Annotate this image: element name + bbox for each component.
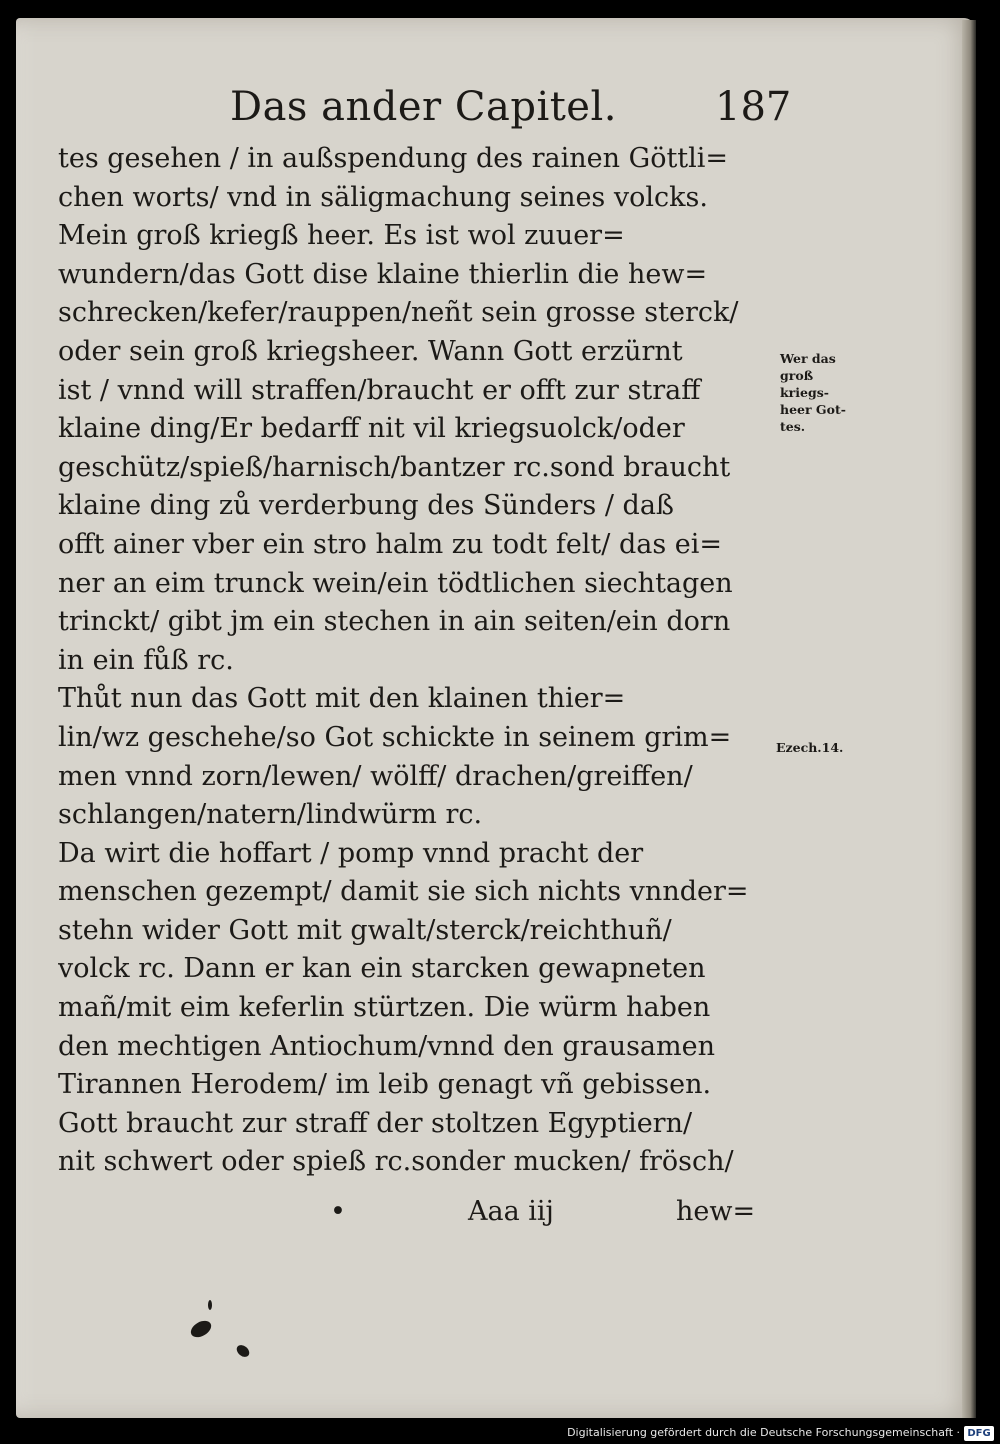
margin-note-text: Wer das — [780, 351, 836, 366]
text-line: nit schwert oder spieß rc.sonder mucken/ frösch/ — [58, 1146, 734, 1178]
text-line: ner an eim trunck wein/ein tödtlichen siechtagen — [58, 567, 733, 599]
margin-note-text: tes. — [780, 419, 806, 434]
text-line: Tirannen Herodem/ im leib genagt vñ gebissen. — [58, 1069, 712, 1101]
margin-note-2 — [776, 739, 843, 756]
text-line: tes gesehen / in außspendung des rainen Göttli= — [58, 143, 729, 174]
text-line: trinckt/ gibt jm ein stechen in ain seiten/ein dorn — [58, 606, 731, 638]
text-line: Da wirt die hoffart / pomp vnnd pracht der — [58, 837, 644, 869]
text-line: menschen gezempt/ damit sie sich nichts vnnder= — [58, 876, 749, 908]
text-line: Thůt nun das Gott mit den klainen thier= — [58, 683, 626, 715]
text-line: wundern/das Gott dise klaine thierlin die hew= — [58, 258, 708, 290]
running-head: Das ander Capitel. — [230, 84, 617, 130]
text-line: schlangen/natern/lindwürm rc. — [58, 799, 483, 831]
margin-note-text: heer Got- — [780, 402, 846, 417]
text-line: lin/wz geschehe/so Got schickte in seinem grim= — [58, 721, 732, 753]
page-number: 187 — [715, 84, 792, 130]
catchword: hew= — [676, 1196, 756, 1227]
text-line: geschütz/spieß/harnisch/bantzer rc.sond braucht — [58, 451, 731, 483]
margin-note-text: kriegs- — [780, 385, 829, 400]
body-text — [58, 140, 778, 1182]
ink-stain — [208, 1300, 212, 1310]
page-edge — [962, 20, 976, 1418]
text-line: oder sein groß kriegsheer. Wann Gott erzürnt — [58, 335, 683, 367]
text-line: klaine ding/Er bedarff nit vil kriegsuolck/oder — [58, 413, 685, 445]
text-line: chen worts/ vnd in säligmachung seines volcks. — [58, 181, 708, 213]
text-line: in ein fůß rc. — [58, 644, 234, 676]
signature-mark: Aaa iij — [468, 1196, 554, 1227]
text-line: mañ/mit eim keferlin stürtzen. Die würm haben — [58, 992, 711, 1024]
dfg-logo-icon: DFG — [964, 1426, 994, 1441]
margin-note-text: groß — [780, 368, 814, 383]
text-line: schrecken/kefer/rauppen/neñt sein grosse sterck/ — [58, 297, 739, 329]
footer-credit: Digitalisierung gefördert durch die Deutsche Forschungsgemeinschaft · — [567, 1426, 960, 1439]
text-line: offt ainer vber ein stro halm zu todt felt/ das ei= — [58, 528, 723, 560]
text-line: men vnnd zorn/lewen/ wölff/ drachen/greiffen/ — [58, 760, 693, 792]
text-line: klaine ding zů verderbung des Sünders / daß — [58, 490, 674, 522]
text-line: den mechtigen Antiochum/vnnd den grausamen — [58, 1030, 716, 1062]
footer-bar — [0, 1424, 1000, 1444]
signature-dot: • — [330, 1196, 346, 1227]
text-line: Gott braucht zur straff der stoltzen Egyptiern/ — [58, 1107, 693, 1139]
signature-line — [330, 1196, 780, 1234]
text-line: Mein groß kriegß heer. Es ist wol zuuer= — [58, 220, 625, 252]
margin-note-1 — [780, 350, 846, 435]
text-line: ist / vnnd will straffen/braucht er offt zur straff — [58, 374, 701, 406]
text-line: volck rc. Dann er kan ein starcken gewapneten — [58, 953, 706, 985]
margin-note-text: Ezech.14. — [776, 740, 844, 755]
page-header — [230, 84, 790, 134]
text-line: stehn wider Gott mit gwalt/sterck/reichthuñ/ — [58, 914, 672, 946]
